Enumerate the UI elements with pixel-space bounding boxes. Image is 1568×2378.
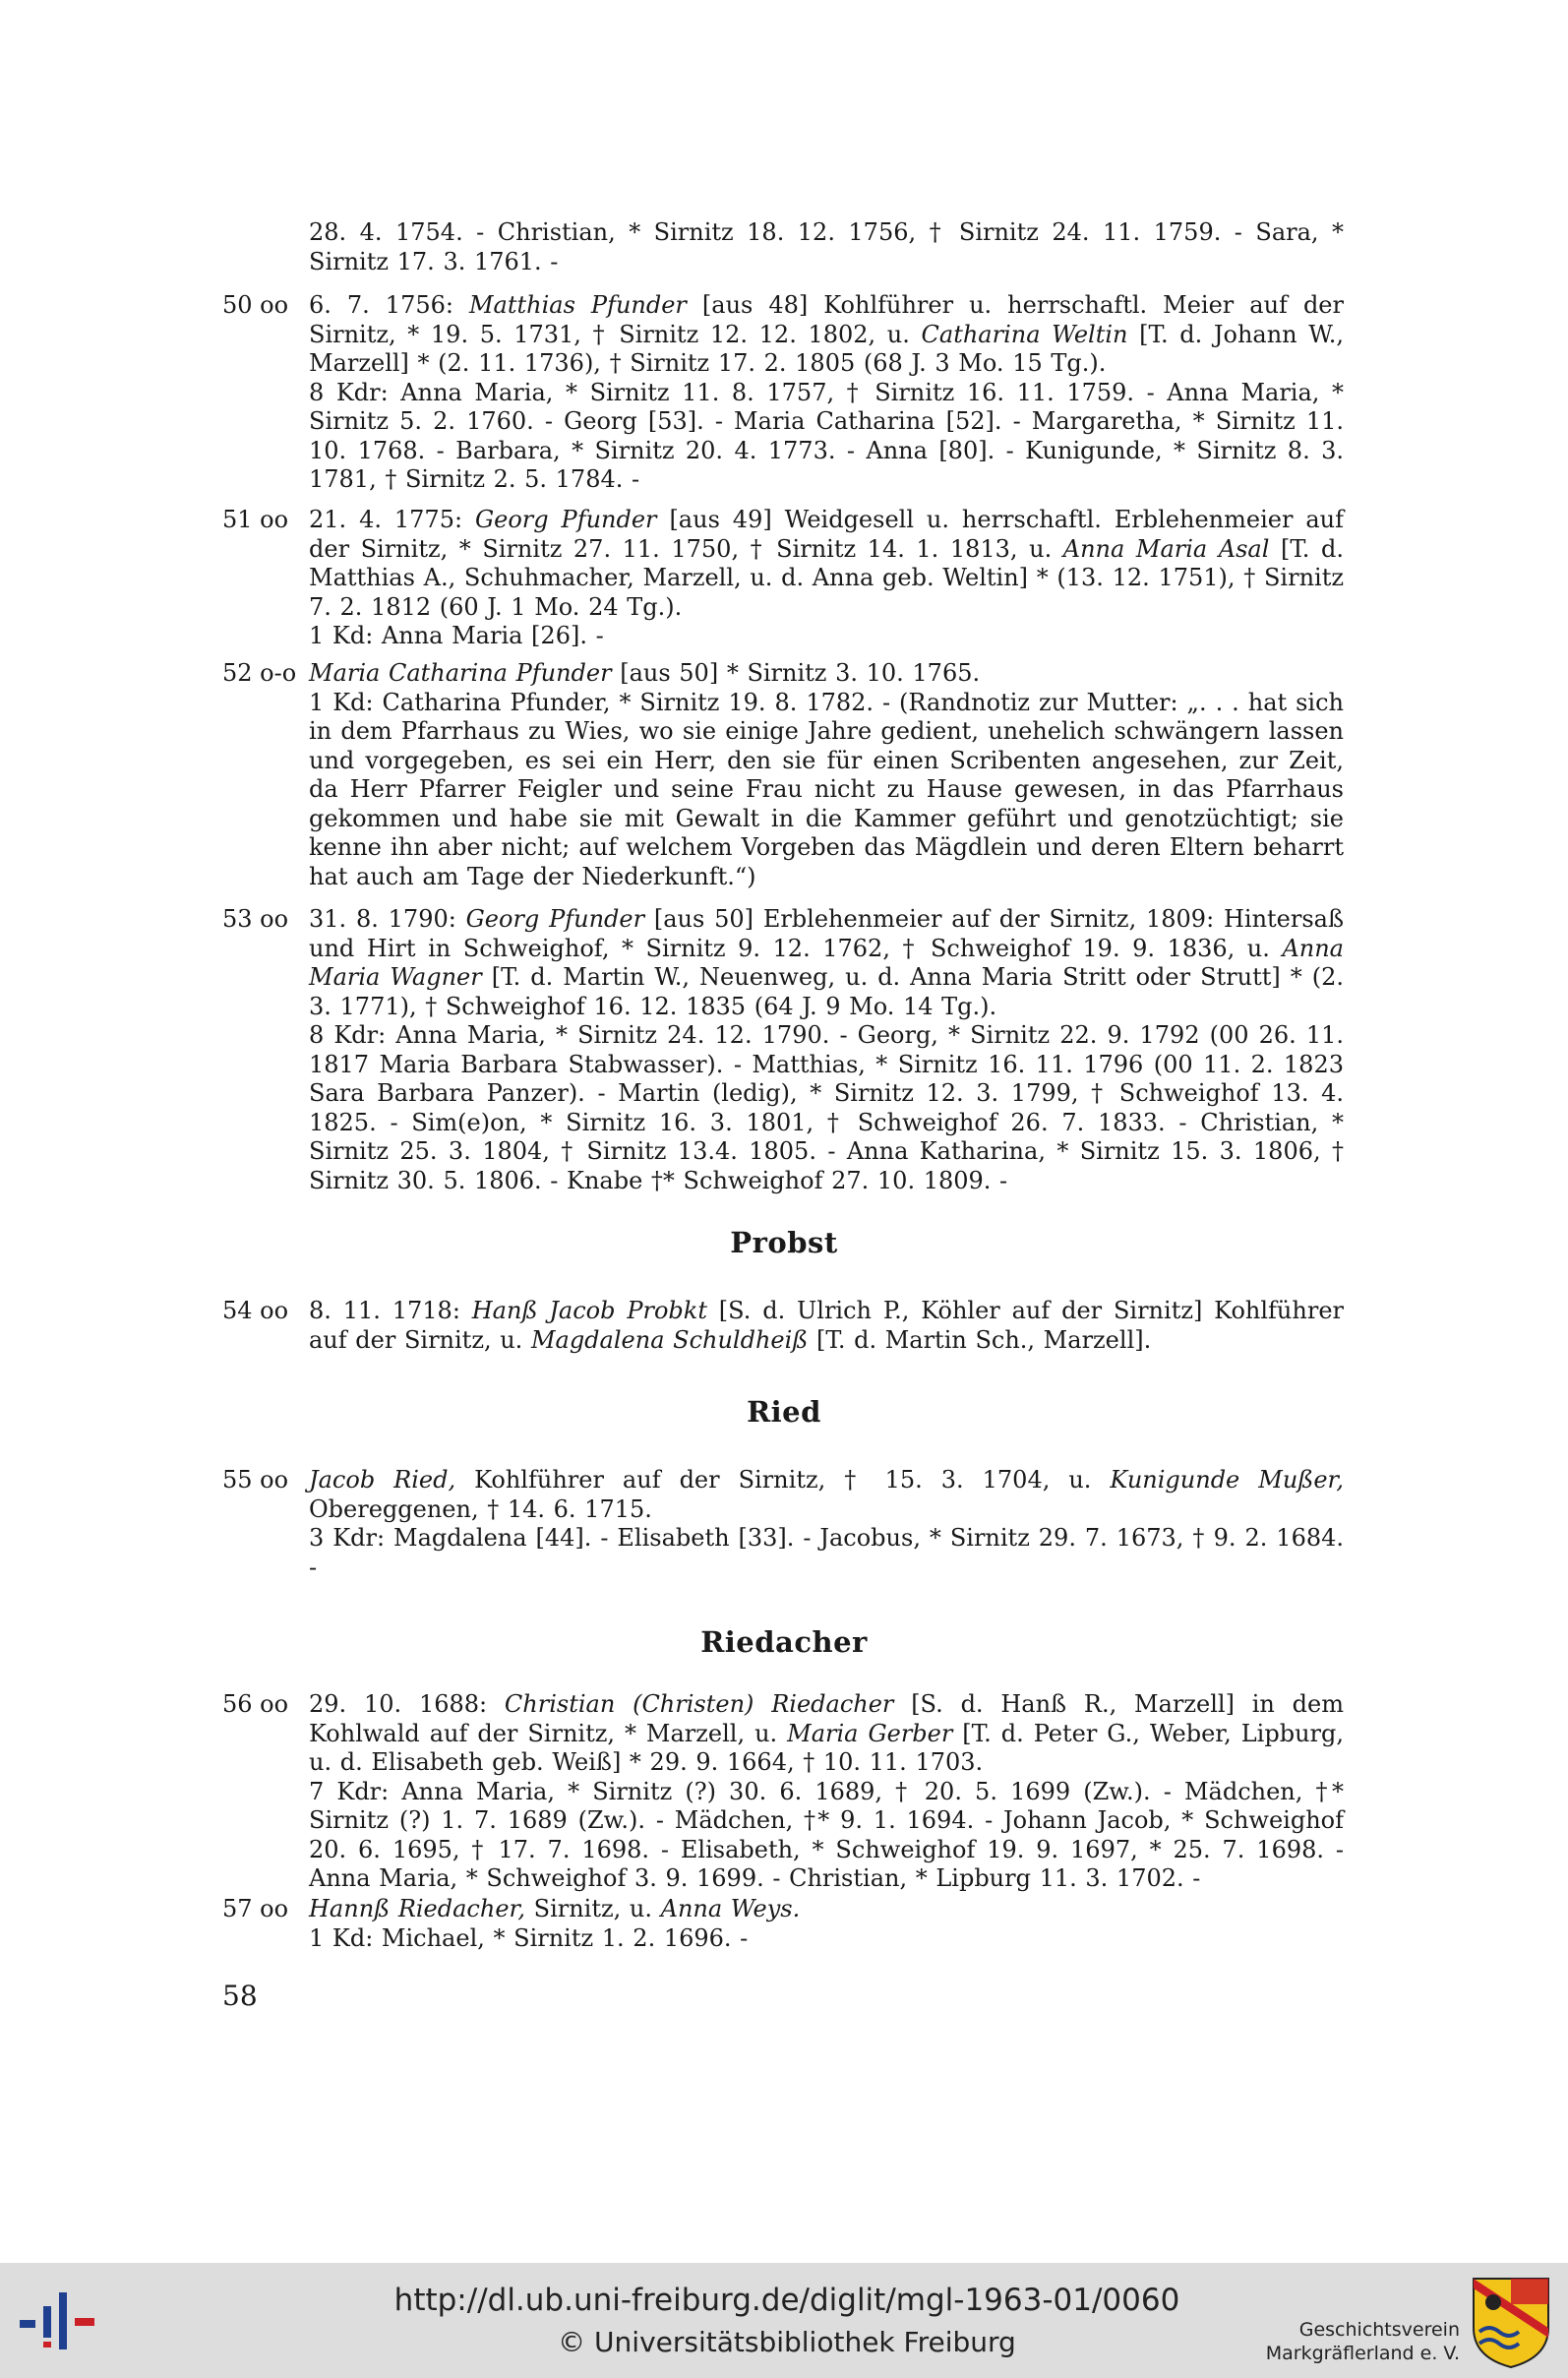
entry-marriage bbox=[309, 1895, 1344, 1924]
marriage-date: 6. 7. 1756: bbox=[309, 291, 469, 319]
entry-marriage bbox=[309, 506, 1344, 622]
entry-text bbox=[309, 291, 1344, 495]
entry-number: 57 oo bbox=[222, 1895, 289, 1922]
person-name: Christian (Christen) Riedacher bbox=[504, 1690, 894, 1718]
entry-51 bbox=[222, 506, 1344, 651]
person-details: [aus 50] Erblehenmeier auf der Sirnitz, 1809: Hintersaß und Hirt in Schweighof, * Sirnitz 9. 12. 1762, † Schweighof 19. 9. 1836, u. bbox=[309, 905, 1344, 962]
spouse-details: [T. d. Martin W., Neuenweg, u. d. Anna Maria Stritt oder Strutt] * (2. 3. 1771), † Schweighof 16. 12. 1835 (64 J. 9 Mo. 14 Tg.). bbox=[309, 963, 1345, 1020]
entry-number: 55 oo bbox=[222, 1466, 289, 1494]
person-details: Sirnitz, u. bbox=[525, 1895, 661, 1922]
marriage-date: 31. 8. 1790: bbox=[309, 905, 466, 933]
entry-children: 1 Kd: Michael, * Sirnitz 1. 2. 1696. - bbox=[309, 1923, 749, 1952]
spouse-name: Magdalena Schuldheiß bbox=[530, 1325, 809, 1354]
spouse-details: [T. d. Johann W., Marzell] * (2. 11. 1736), † Sirnitz 17. 2. 1805 (68 J. 3 Mo. 15 Tg.). bbox=[309, 320, 1344, 377]
entry-55 bbox=[222, 1466, 1344, 1582]
entry-number: 56 oo bbox=[222, 1690, 289, 1718]
copyright-notice: © Universitätsbibliothek Freiburg bbox=[558, 2326, 1016, 2358]
person-details: [aus 49] Weidgesell u. herrschaftl. Erblehenmeier auf der Sirnitz, * Sirnitz 27. 11. 1750, † Sirnitz 14. 1. 1813, u. bbox=[309, 506, 1344, 563]
entry-text bbox=[309, 218, 1344, 276]
entry-text bbox=[309, 1895, 1344, 1953]
person-details: [aus 48] Kohlführer u. herrschaftl. Meier auf der Sirnitz, * 19. 5. 1731, † Sirnitz 12. 12. 1802, u. bbox=[309, 291, 1344, 348]
entry-marriage bbox=[309, 1466, 1344, 1524]
marriage-date: 21. 4. 1775: bbox=[309, 506, 475, 533]
person-name: Maria Catharina Pfunder bbox=[309, 659, 612, 687]
entry-text bbox=[309, 905, 1344, 1195]
entry-52 bbox=[222, 659, 1344, 891]
entry-text bbox=[309, 1297, 1344, 1355]
spouse-name: Anna Maria Asal bbox=[1062, 534, 1270, 563]
entry-text bbox=[309, 659, 1344, 891]
entry-number: 53 oo bbox=[222, 905, 289, 933]
section-heading-riedacher: Riedacher bbox=[700, 1625, 868, 1659]
entry-marriage bbox=[309, 291, 1344, 379]
entry-marriage bbox=[309, 1297, 1344, 1355]
entry-number: 52 o-o bbox=[222, 659, 297, 687]
ub-freiburg-logo bbox=[18, 2285, 100, 2363]
spouse-details: [T. d. Matthias A., Schuhmacher, Marzell, u. d. Anna geb. Weltin] * (13. 12. 1751), † Sirnitz 7. 2. 1812 (60 J. 1 Mo. 24 Tg.). bbox=[309, 534, 1344, 621]
spouse-details: [T. d. Martin Sch., Marzell]. bbox=[808, 1325, 1152, 1354]
entry-text bbox=[309, 1690, 1344, 1894]
entry-children: 8 Kdr: Anna Maria, * Sirnitz 11. 8. 1757, † Sirnitz 16. 11. 1759. - Anna Maria, * Sirnitz 5. 2. 1760. - Georg [53]. - Maria Catharina [52]. - Margaretha, * Sirnitz 11. 10. 1768. - Barbara, * Sirnitz 20. 4. 1773. - Anna [80]. - Kunigunde, * Sirnitz 8. 3. 1781, † Sirnitz 2. 5. 1784. - bbox=[309, 378, 1344, 493]
person-name: Matthias Pfunder bbox=[468, 291, 687, 319]
person-name: Hannß Riedacher, bbox=[309, 1895, 525, 1922]
section-heading-ried: Ried bbox=[747, 1395, 821, 1429]
entry-number: 54 oo bbox=[222, 1297, 289, 1324]
spouse-name: Anna Weys. bbox=[660, 1895, 801, 1922]
society-name-line-2: Markgräflerland e. V. bbox=[1265, 2343, 1460, 2364]
person-name: Georg Pfunder bbox=[465, 905, 645, 933]
entry-children: 7 Kdr: Anna Maria, * Sirnitz (?) 30. 6. 1689, † 20. 5. 1699 (Zw.). - Mädchen, †* Sirnitz (?) 1. 7. 1689 (Zw.). - Mädchen, †* 9. 1. 1694. - Johann Jacob, * Schweighof 20. 6. 1695, † 17. 7. 1698. - Elisabeth, * Schweighof 19. 9. 1697, * 25. 7. 1698. - Anna Maria, * Schweighof 3. 9. 1699. - Christian, * Lipburg 11. 3. 1702. - bbox=[309, 1777, 1344, 1892]
section-heading-probst: Probst bbox=[730, 1226, 838, 1259]
entry-text bbox=[309, 1466, 1344, 1582]
entry-children: 8 Kdr: Anna Maria, * Sirnitz 24. 12. 1790. - Georg, * Sirnitz 22. 9. 1792 (00 26. 11. 1817 Maria Barbara Stabwasser). - Matthias, * Sirnitz 16. 11. 1796 (00 11. 2. 1823 Sara Barbara Panzer). - Martin (ledig), * Sirnitz 12. 3. 1799, † Schweighof 13. 4. 1825. - Sim(e)on, * Sirnitz 16. 3. 1801, † Schweighof 26. 7. 1833. - Christian, * Sirnitz 25. 3. 1804, † Sirnitz 13.4. 1805. - Anna Katharina, * Sirnitz 15. 3. 1806, † Sirnitz 30. 5. 1806. - Knabe †* Schweighof 27. 10. 1809. - bbox=[309, 1021, 1344, 1194]
entry-marriage bbox=[309, 905, 1344, 1021]
entry-children: 3 Kdr: Magdalena [44]. - Elisabeth [33]. - Jacobus, * Sirnitz 29. 7. 1673, † 9. 2. 1684. - bbox=[309, 1524, 1344, 1581]
entry-56 bbox=[222, 1690, 1344, 1894]
page-number: 58 bbox=[222, 1980, 258, 2012]
spouse-name: Catharina Weltin bbox=[921, 320, 1128, 348]
entry-54 bbox=[222, 1297, 1344, 1355]
society-name bbox=[1263, 2318, 1460, 2365]
spouse-details: [T. d. Peter G., Weber, Lipburg, u. d. Elisabeth geb. Weiß] * 29. 9. 1664, † 10. 11. 1703. bbox=[309, 1719, 1344, 1776]
person-name: Hanß Jacob Probkt bbox=[471, 1297, 707, 1324]
footer-bar bbox=[0, 2263, 1568, 2378]
entry-number: 50 oo bbox=[222, 291, 289, 319]
spouse-details: Obereggenen, † 14. 6. 1715. bbox=[309, 1494, 652, 1523]
person-details: [S. d. Hanß R., Marzell] in dem Kohlwald auf der Sirnitz, * Marzell, u. bbox=[309, 1690, 1344, 1747]
person-name: Georg Pfunder bbox=[474, 506, 657, 533]
marriage-date: 29. 10. 1688: bbox=[309, 1690, 505, 1718]
entry-children: 1 Kd: Catharina Pfunder, * Sirnitz 19. 8. 1782. - (Randnotiz zur Mutter: „. . . hat sich in dem Pfarrhaus zu Wies, wo sie einige Jahre gedient, unehelich schwängern lassen und vorgegeben, es sei ein Herr, den sie für einen Scribenten angesehen, zur Zeit, da Herr Pfarrer Feigler und seine Frau nicht zu Hause gewesen, in das Pfarrhaus gekommen und habe sie mit Gewalt in die Kammer geführt und genotzüchtigt; sie kenne ihn aber nicht; auf welchem Vorgeben das Mägdlein und deren Eltern beharrt hat auch am Tage der Niederkunft.“) bbox=[309, 688, 1344, 890]
person-details: [aus 50] * Sirnitz 3. 10. 1765. bbox=[611, 659, 981, 687]
entry-57 bbox=[222, 1895, 1344, 1953]
entry-number: 51 oo bbox=[222, 506, 289, 533]
coat-of-arms-icon bbox=[1470, 2275, 1552, 2369]
entry-person bbox=[309, 659, 1344, 689]
spouse-name: Anna Maria Wagner bbox=[309, 934, 1344, 991]
entry-children: 1 Kd: Anna Maria [26]. - bbox=[309, 622, 604, 649]
person-details: Kohlführer auf der Sirnitz, † 15. 3. 1704, u. bbox=[455, 1466, 1111, 1494]
spouse-name: Kunigunde Mußer, bbox=[1110, 1466, 1344, 1494]
entry-text bbox=[309, 506, 1344, 651]
entry-53 bbox=[222, 905, 1344, 1195]
entry-50 bbox=[222, 291, 1344, 495]
person-details: [S. d. Ulrich P., Köhler auf der Sirnitz] Kohlführer auf der Sirnitz, u. bbox=[309, 1297, 1344, 1354]
entry-marriage bbox=[309, 1690, 1344, 1778]
document-url[interactable]: http://dl.ub.uni-freiburg.de/diglit/mgl-1963-01/0060 bbox=[393, 2283, 1180, 2318]
spouse-name: Maria Gerber bbox=[787, 1719, 953, 1747]
entry-49-continuation bbox=[222, 218, 1344, 276]
marriage-date: 8. 11. 1718: bbox=[309, 1297, 472, 1324]
person-name: Jacob Ried, bbox=[309, 1466, 456, 1494]
entry-49-children: 28. 4. 1754. - Christian, * Sirnitz 18. 12. 1756, † Sirnitz 24. 11. 1759. - Sara, * Sirnitz 17. 3. 1761. - bbox=[309, 218, 1344, 275]
society-name-line-1: Geschichtsverein bbox=[1298, 2319, 1460, 2341]
